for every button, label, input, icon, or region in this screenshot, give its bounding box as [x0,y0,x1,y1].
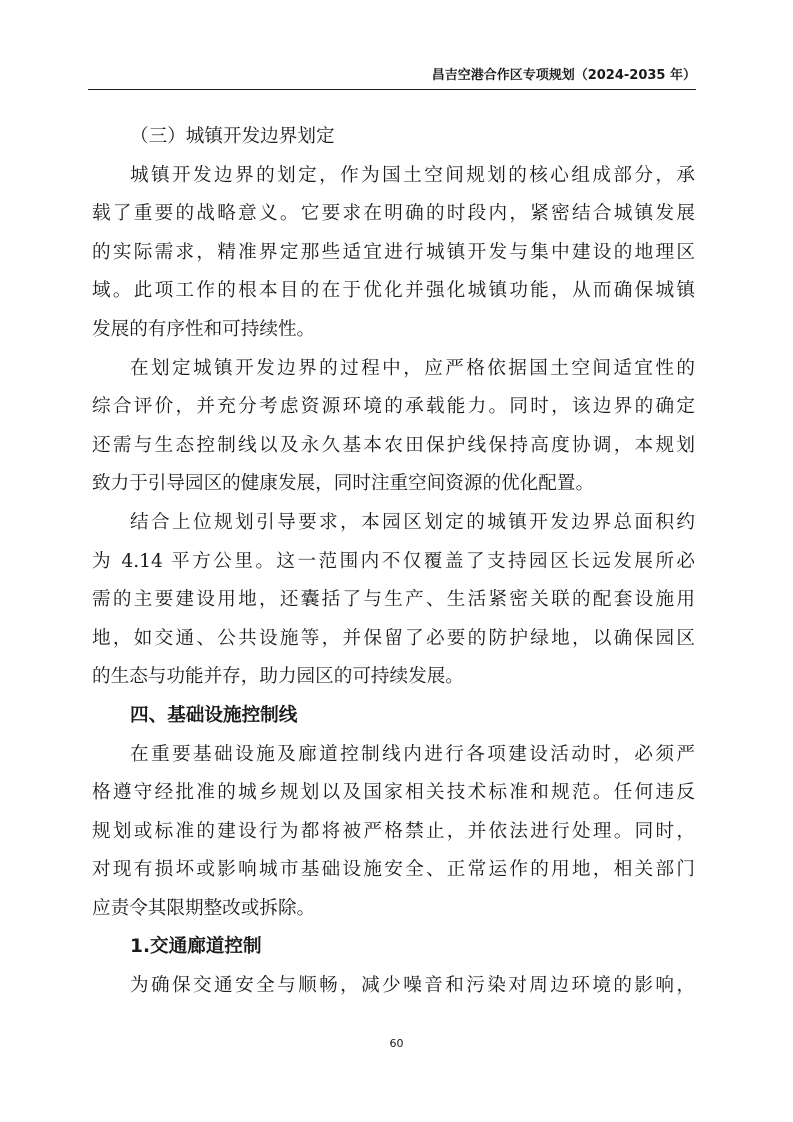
paragraph-boundary-process [92,350,695,504]
subsection-heading-traffic-corridor: 1.交通廊道控制 [130,936,262,958]
paragraph-line: 为 4.14 平方公里。这一范围内不仅覆盖了支持园区长远发展所必 [92,550,695,572]
section-heading-infrastructure: 四、基础设施控制线 [130,704,298,726]
paragraph-line: 对现有损坏或影响城市基础设施安全、正常运作的用地，相关部门 [92,859,695,881]
paragraph-line: 规划或标准的建设行为都将被严格禁止，并依法进行处理。同时， [92,820,695,842]
paragraph-line: 应责令其限期整改或拆除。 [92,897,316,919]
paragraph-line: 发展的有序性和可持续性。 [92,318,316,340]
paragraph-infrastructure-control [92,736,695,929]
paragraph-line: 还需与生态控制线以及永久基本农田保护线保持高度协调，本规划 [92,434,695,456]
document-body [92,118,695,1006]
paragraph-line: 域。此项工作的根本目的在于优化并强化城镇功能，从而确保城镇 [92,280,695,302]
paragraph-boundary-definition [92,157,695,350]
header-rule [88,89,696,90]
paragraph-line: 地，如交通、公共设施等，并保留了必要的防护绿地，以确保园区 [92,627,695,649]
paragraph-line: 的生态与功能并存，助力园区的可持续发展。 [92,666,464,688]
paragraph-line: 致力于引导园区的健康发展，同时注重空间资源的优化配置。 [92,473,595,495]
paragraph-line: 结合上位规划引导要求，本园区划定的城镇开发边界总面积约 [130,511,695,533]
paragraph-line: 载了重要的战略意义。它要求在明确的时段内，紧密结合城镇发展 [92,203,695,225]
paragraph-line: 需的主要建设用地，还囊括了与生产、生活紧密关联的配套设施用 [92,589,695,611]
paragraph-line: 格遵守经批准的城乡规划以及国家相关技术标准和规范。任何违反 [92,782,695,804]
section-heading-urban-boundary: （三）城镇开发边界划定 [130,126,335,147]
paragraph-line: 在重要基础设施及廊道控制线内进行各项建设活动时，必须严 [130,743,695,765]
paragraph-line: 城镇开发边界的划定，作为国土空间规划的核心组成部分，承 [130,164,695,186]
running-header: 昌吉空港合作区专项规划（2024-2035 年） [431,68,696,83]
page-number: 60 [389,1037,404,1050]
paragraph-line: 在划定城镇开发边界的过程中，应严格依据国土空间适宜性的 [130,357,695,379]
paragraph-traffic-corridor [92,967,695,1006]
paragraph-line: 的实际需求，精准界定那些适宜进行城镇开发与集中建设的地理区 [92,241,695,263]
paragraph-line: 综合评价，并充分考虑资源环境的承载能力。同时，该边界的确定 [92,396,695,418]
paragraph-boundary-area [92,504,695,697]
paragraph-line: 为确保交通安全与顺畅，减少噪音和污染对周边环境的影响， [130,975,695,997]
